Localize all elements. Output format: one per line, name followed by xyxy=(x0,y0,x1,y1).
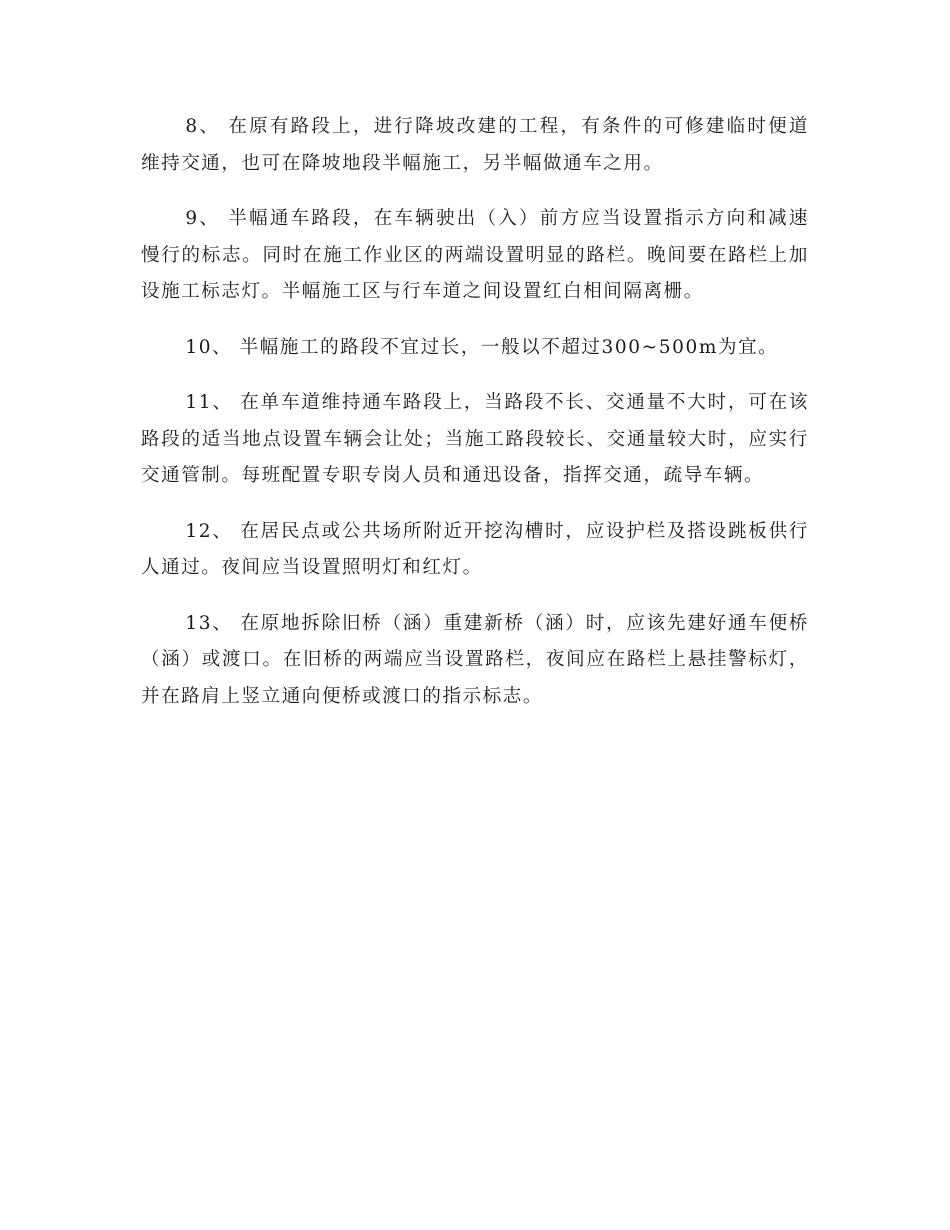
document-body xyxy=(141,109,809,734)
paragraph-item-8: 8、 在原有路段上，进行降坡改建的工程，有条件的可修建临时便道维持交通，也可在降坡地段半幅施工，另半幅做通车之用。 xyxy=(141,116,809,174)
paragraph-item-11: 11、 在单车道维持通车路段上，当路段不长、交通量不大时，可在该路段的适当地点设置车辆会让处；当施工路段较长、交通量较大时，应实行交通管制。每班配置专职专岗人员和通迅设备，指挥交通，疏导车辆。 xyxy=(141,392,809,486)
paragraph-item-13: 13、 在原地拆除旧桥（涵）重建新桥（涵）时，应该先建好通车便桥（涵）或渡口。在旧桥的两端应当设置路栏，夜间应在路栏上悬挂警标灯，并在路肩上竖立通向便桥或渡口的指示标志。 xyxy=(141,612,809,707)
paragraph-item-9: 9、 半幅通车路段，在车辆驶出（入）前方应当设置指示方向和减速慢行的标志。同时在施工作业区的两端设置明显的路栏。晚间要在路栏上加设施工标志灯。半幅施工区与行车道之间设置红白相间隔离栅。 xyxy=(141,208,809,302)
paragraph-item-10: 10、 半幅施工的路段不宜过长，一般以不超过300~500m为宜。 xyxy=(185,336,779,358)
paragraph-item-12: 12、 在居民点或公共场所附近开挖沟槽时，应设护栏及搭设跳板供行人通过。夜间应当设置照明灯和红灯。 xyxy=(141,520,809,578)
